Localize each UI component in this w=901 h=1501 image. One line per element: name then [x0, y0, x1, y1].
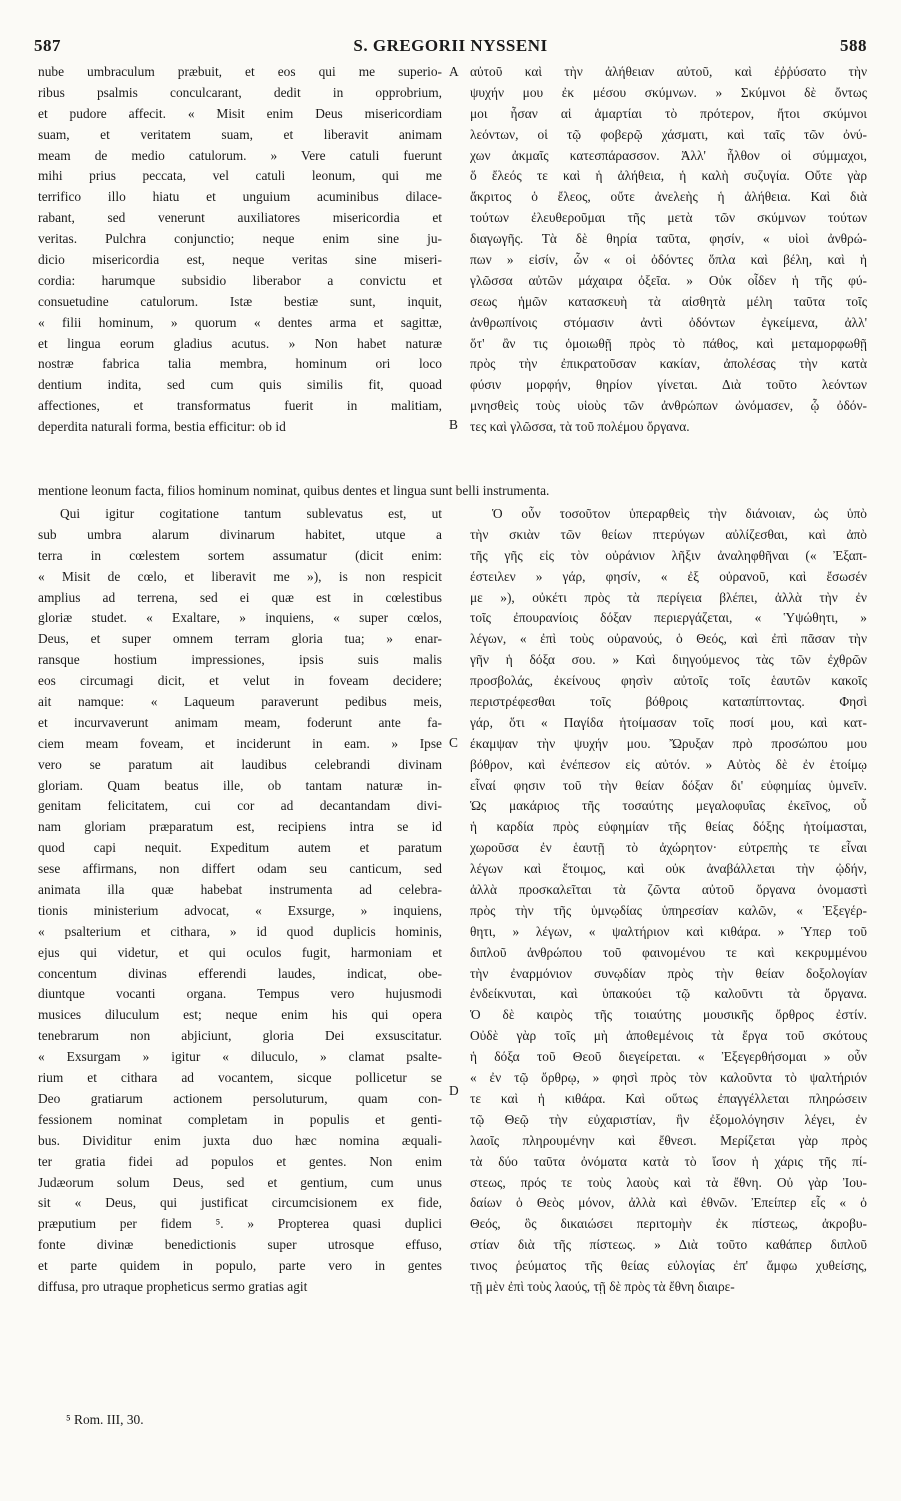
text-line: ciem meam foveam, et inciderunt in eam. » Ipse: [38, 735, 442, 751]
text-line: δαίων ὁ Θεὸς μόνον, ἀλλὰ καὶ ἐθνῶν. Ἐπείπερ εἷς « ὁ: [470, 1195, 867, 1211]
text-line: Ὁ δὲ καιρὸς τῆς τοιαύτης μουσικῆς ὄρθρος ἐστίν.: [470, 1007, 867, 1023]
text-line: ὅ ἔλεός τε καὶ ἡ ἀλήθεια, ἡ καλὴ συζυγία. Οὔτε γὰρ: [470, 168, 867, 184]
latin-column-bottom: [38, 504, 442, 1298]
text-line: γάρ, ὅτι « Παγίδα ἡτοίμασαν τοῖς ποσί μου, καὶ κατ-: [470, 714, 867, 730]
text-line: διπλοῦ ἀνθρώπου τοῦ φαινομένου τε καὶ κεκρυμμένου: [470, 944, 867, 960]
text-line: rabant, sed venerunt auxiliatores misericordia et: [38, 210, 442, 226]
text-line: εἶναί φησιν τοῦ τὴν θείαν δόξαν δι' εὐφημίας ὑμνεῖν.: [470, 777, 867, 793]
margin-marker-b: B: [449, 417, 458, 432]
text-line: eos circumagi dicit, et velut in foveam decidere;: [38, 673, 442, 689]
text-line: « filii hominum, » quorum « dentes arma et sagittæ,: [38, 314, 442, 330]
text-line: έκαμψαν τὴν ψυχήν μου. Ὤρυξαν πρὸ προσώπου μου: [470, 735, 867, 751]
text-line: veritas. Pulchra conjunctio; neque enim sine ju-: [38, 231, 442, 247]
text-line: ἀλλὰ προσκαλεῖται τὰ ζῶντα αὐτοῦ ὄργανα ὀνομαστὶ: [470, 882, 867, 898]
text-line: tenebrarum non abjiciunt, gloria Dei exsuscitatur.: [38, 1028, 442, 1044]
text-line: ἄκριτος ὁ ἔλεος, οὔτε ἀνελεὴς ἡ ἀλήθεια. Καὶ διὰ: [470, 189, 867, 205]
text-line: τες καὶ γλῶσσα, τὰ τοῦ πολέμου ὄργανα.: [470, 419, 690, 435]
text-line: suam, et veritatem suam, et liberavit animam: [38, 126, 442, 142]
text-line: τῇ μὲν ἐπὶ τοὺς λαούς, τῇ δὲ πρὸς τὰ ἔθνη διαιρε-: [470, 1278, 735, 1294]
text-line: et parte quidem in populo, parte vero in gentes: [38, 1258, 442, 1274]
text-line: terra in cœlestem sortem assumatur (dicit enim:: [38, 547, 442, 563]
text-line: μνησθεὶς τοὺς υἱοὺς τῶν ἀνθρώπων ὠνόμασεν, ᾧ ὀδόν-: [470, 398, 867, 414]
text-line: τῆς γῆς εἰς τὸν οὐράνιον λῆξιν ἀναληφθῆναι (« Ἐξαπ-: [470, 547, 867, 563]
text-line: concentum divinas efferendi laudes, indicat, obe-: [38, 965, 442, 981]
text-line: affectiones, et transformatus fuerit in malitiam,: [38, 398, 442, 414]
text-line: πρὸς τὴν τῆς ὑμνῳδίας ὑπηρεσίαν καλῶν, « Ἐξεγέρ-: [470, 902, 867, 918]
latin-column-top: [38, 62, 442, 438]
greek-column-bottom: [470, 504, 867, 1298]
text-line: ejus qui videtur, et qui oculos fugit, harmoniam et: [38, 944, 442, 960]
text-line: et pudore affecit. « Misit enim Deus misericordiam: [38, 105, 442, 121]
text-line: έστειλεν » γάρ, φησίν, « ἐξ οὐρανοῦ, καὶ ἔσωσέν: [470, 568, 867, 584]
text-line: Judæorum solum Deus, sed et gentium, cum unus: [38, 1174, 442, 1190]
text-line: ter gratia fidei ad populos et gentes. Non enim: [38, 1153, 442, 1169]
text-line: ὅτ' ἂν τις ὁμοιωθῇ πρὸς τὸ πάθος, καὶ μεταμορφωθῇ: [470, 335, 867, 351]
text-line: φύσιν μορφήν, θηρίον γίνεται. Διὰ τοῦτο λεόντων: [470, 377, 867, 393]
text-line: terrifico illo hiatu et unguium acuminibus dilace-: [38, 189, 442, 205]
text-line: et incurvaverunt animam meam, foderunt ante fa-: [38, 714, 442, 730]
text-line: ψυχήν μου ἐκ μέσου σκύμνων. » Σκύμνοι δὲ ὄντως: [470, 84, 867, 100]
text-line: γλῶσσα αὐτῶν μάχαιρα ὀξεῖα. » Οὐκ οἶδεν ἡ τῆς φύ-: [470, 272, 867, 288]
running-header: [34, 36, 867, 60]
text-line: nube umbraculum præbuit, et eos qui me superio-: [38, 64, 442, 79]
text-line: « ἐν τῷ ὄρθρῳ, » φησὶ πρὸς τὸν καλοῦντα τὸ ψαλτήριόν: [470, 1070, 867, 1086]
text-line: genitam felicitatem, cui cor ad decantandam divi-: [38, 798, 442, 814]
text-line: μοι ἦσαν αἱ ἁμαρτίαι τὸ πρότερον, ἤτοι σκύμνοι: [470, 105, 867, 121]
text-line: τὰ δύο ταῦτα ὀνόματα κατὰ τὸ ἴσον ἡ χάρις τῆς πί-: [470, 1153, 867, 1169]
text-line: deperdita naturali forma, bestia efficitur: ob id: [38, 419, 286, 435]
text-line: διαγωγῆς. Τὰ δὲ θηρία ταῦτα, φησίν, « υἱοὶ ἀνθρώ-: [470, 231, 867, 247]
text-line: ἡ καρδία πρὸς εὐφημίαν τῆς θείας δόξης ἡτοίμασται,: [470, 819, 867, 835]
text-line: « Misit de cœlo, et liberavit me »), is non respicit: [38, 568, 442, 584]
margin-marker-d: D: [449, 1083, 459, 1098]
text-line: « psalterium et cithara, » id quod duplicis hominis,: [38, 923, 442, 939]
text-line: nam gloriam præparatum est, recipiens intra se id: [38, 819, 442, 835]
text-line: ἀνθρωπίνοις στόμασιν ἀντὶ ὀδόντων ἐγκείμενα, ἀλλ': [470, 314, 867, 330]
text-line: tionis ministerium advocat, « Exsurge, » inquiens,: [38, 902, 442, 918]
text-line: præputium per fidem ⁵. » Propterea quasi duplici: [38, 1216, 442, 1232]
text-line: fonte divinæ benedictionis super utrosque effuso,: [38, 1237, 442, 1253]
margin-marker-a: A: [449, 64, 459, 79]
left-page-number: 587: [34, 36, 61, 55]
text-line: ἡ δόξα τοῦ Θεοῦ διεγείρεται. « Ἐξεγερθήσομαι » οὖν: [470, 1049, 867, 1065]
text-line: ait namque: « Laqueum paraverunt pedibus meis,: [38, 694, 442, 710]
text-line: amplius ad terrena, sed ei quæ est in cœlestibus: [38, 589, 442, 605]
footnote: ⁵ Rom. III, 30.: [66, 1412, 144, 1427]
text-line: sit « Deus, qui justificat circumcisionem ex fide,: [38, 1195, 442, 1211]
text-line: χωροῦσα ἐν ἑαυτῇ τὸ ἀχώρητον· εὐτρεπὴς τε εἶναι: [470, 840, 867, 856]
full-width-latin-line: mentione leonum facta, filios hominum nominat, quibus dentes et lingua sunt belli instrumenta.: [38, 483, 550, 498]
text-line: gloriæ studet. « Exaltare, » inquiens, « super cœlos,: [38, 610, 442, 626]
text-line: τινος ῥεύματος τῆς θείας εὐλογίας ἐπ' ἄμφω χυθείσης,: [470, 1258, 867, 1274]
text-line: αὐτοῦ καὶ τὴν ἀλήθειαν αὐτοῦ, καὶ ἐῤῥύσατο τὴν: [470, 64, 867, 79]
text-line: dicio misericordia est, neque veritas sine miseri-: [38, 252, 442, 268]
text-line: cordia: harumque subsidio liberabor a convictu et: [38, 272, 442, 288]
text-line: γῆν ἡ δόξα σου. » Καὶ διηγούμενος τὰς τῶν ἐχθρῶν: [470, 652, 867, 668]
text-line: σεως ἡμῶν κατασκευὴ τὰ αἰσθητὰ μέλη ταῦτα τοῖς: [470, 293, 867, 309]
text-line: λέγων καὶ ἕτοιμος, καὶ οὐκ ἀναβάλλεται τὴν ᾠδήν,: [470, 861, 867, 877]
running-title: S. GREGORII NYSSENI: [353, 36, 548, 55]
text-line: Οὐδὲ γὰρ τοῖς μὴ ἀποθεμένοις τὰ ἔργα τοῦ σκότους: [470, 1028, 867, 1044]
text-line: bus. Dividitur enim juxta duo hæc nomina æquali-: [38, 1132, 442, 1148]
text-line: βόθρον, καὶ ἐνέπεσον εἰς αὐτόν. » Αὐτὸς δὲ ἐν ἑτοίμῳ: [470, 756, 867, 772]
text-line: στεως, πρός τε τοὺς λαοὺς καὶ τὰ ἔθνη. Οὐ γὰρ Ἰου-: [470, 1174, 867, 1190]
text-line: τε καὶ ἡ κιθάρα. Καὶ οὕτως ἐπαγγέλλεται πληρώσειν: [470, 1090, 867, 1106]
text-line: Deo gratiarum actionem persoluturum, quam con-: [38, 1090, 442, 1106]
right-page-number: 588: [839, 36, 867, 55]
text-line: ransque hostium impressiones, ipsis suis malis: [38, 652, 442, 668]
greek-column-top: [470, 62, 867, 438]
text-line: nostræ fabrica talia membra, hominum ori loco: [38, 356, 442, 372]
text-line: λέγων, « ἐπὶ τοὺς οὐρανούς, ὁ Θεός, καὶ ἐπὶ πᾶσαν τὴν: [470, 631, 867, 647]
text-line: et lingua eorum gladius acutus. » Non habet naturæ: [38, 335, 442, 351]
text-line: στίαν διὰ τῆς πίστεως. » Διὰ τοῦτο καθάπερ διπλοῦ: [470, 1237, 867, 1253]
text-line: λεόντων, οἱ τῷ φοβερῷ χάσματι, καὶ ταῖς τῶν ὀνύ-: [470, 126, 867, 142]
text-line: τοῖς ἐπουρανίοις δόξαν περιεργάζεται, « Ὑψώθητι, »: [470, 610, 867, 626]
text-line: sese affirmans, non differt odam seu canticum, sed: [38, 861, 442, 877]
text-line: sub umbra alarum divinarum habitet, utque a: [38, 526, 442, 542]
text-line: χων ἀκμαῖς κατεσπάρασσον. Ἀλλ' ἦλθον οἱ σύμμαχοι,: [470, 147, 867, 163]
text-line: diuntque vocanti organa. Tempus vero hujusmodi: [38, 986, 442, 1002]
text-line: meam de medio catulorum. » Vere catuli fuerunt: [38, 147, 442, 163]
text-line: vero se paratum ait laudibus celebrandi divinam: [38, 756, 442, 772]
text-line: ἐνδείκνυται, καὶ ὑπακούει τῷ καλοῦντι τὰ ὄργανα.: [470, 986, 867, 1002]
text-line: Ὡς μακάριος τῆς τοσαύτης μεγαλοφυΐας ἐκεῖνος, οὗ: [470, 798, 867, 814]
text-line: ribus psalmis conculcarant, dedit in opprobrium,: [38, 84, 442, 100]
text-line: πρὸς τὴν ἐπικρατοῦσαν κακίαν, ἀπολέσας τὴν κατὰ: [470, 356, 867, 372]
text-line: πων » εἰσίν, ὧν « οἱ ὀδόντες ὅπλα καὶ βέλη, καὶ ἡ: [470, 252, 867, 268]
text-line: Ὁ οὖν τοσοῦτον ὑπεραρθεὶς τὴν διάνοιαν, ὡς ὑπὸ: [492, 506, 867, 521]
text-line: « Exsurgam » igitur « diluculo, » clamat psalte-: [38, 1049, 442, 1065]
text-line: Qui igitur cogitatione tantum sublevatus est, ut: [60, 506, 442, 521]
text-line: τὴν ἐναρμόνιον συνῳδίαν πρὸς τὴν θείαν δοξολογίαν: [470, 965, 867, 981]
text-line: λαοῖς πληρουμένην καὶ ἔθνεσι. Μερίζεται γὰρ πρὸς: [470, 1132, 867, 1148]
text-line: musices diluculum est; neque enim his qui opera: [38, 1007, 442, 1023]
text-line: consuetudine catulorum. Istæ bestiæ sunt, inquit,: [38, 293, 442, 309]
text-line: τὴν σκιὰν τῶν θείων πτερύγων αὐλίζεσθαι, καὶ ἀπὸ: [470, 526, 867, 542]
text-line: fessionem nominat completam in populis et genti-: [38, 1111, 442, 1127]
text-line: Deus, et super omnem terram gloria tua; » enar-: [38, 631, 442, 647]
text-line: mihi prius peccata, vel catuli leonum, qui me: [38, 168, 442, 184]
text-line: gloriam. Quam beatus ille, ob tantam naturæ in-: [38, 777, 442, 793]
text-line: quod capi nequit. Expeditum autem et paratum: [38, 840, 442, 856]
text-line: θητι, » λέγων, « ψαλτήριον καὶ κιθάρα. » Ὑπερ τοῦ: [470, 923, 867, 939]
margin-marker-c: C: [449, 735, 458, 750]
text-line: animata illa quæ habebat instrumenta ad celebra-: [38, 882, 442, 898]
text-line: προσβολάς, ἐκείνους φησὶν αὐτοῖς τοῖς ἑαυτῶν κακοῖς: [470, 673, 867, 689]
text-line: τῷ Θεῷ τὴν εὐχαριστίαν, ἣν ἐξομολόγησιν λέγει, ἐν: [470, 1111, 867, 1127]
text-line: με »), οὐκέτι πρὸς τὰ περίγεια βλέπει, ἀλλὰ τὴν ἐν: [470, 589, 867, 605]
text-line: τούτων ἐλευθεροῦμαι τῆς μετὰ τῶν σκύμνων τούτων: [470, 210, 867, 226]
text-line: περιστρέφεσθαι τοῖς βόθροις καταπίπτοντας. Φησὶ: [470, 694, 867, 710]
text-line: diffusa, pro utraque propheticus sermo gratias agit: [38, 1278, 308, 1294]
text-line: rium et cithara ad vocantem, sicque pollicetur se: [38, 1070, 442, 1086]
text-line: dentium indita, sed cum quis similis fit, quoad: [38, 377, 442, 393]
text-line: Θεός, ὃς δικαιώσει περιτομὴν ἐκ πίστεως, ἀκροβυ-: [470, 1216, 867, 1232]
